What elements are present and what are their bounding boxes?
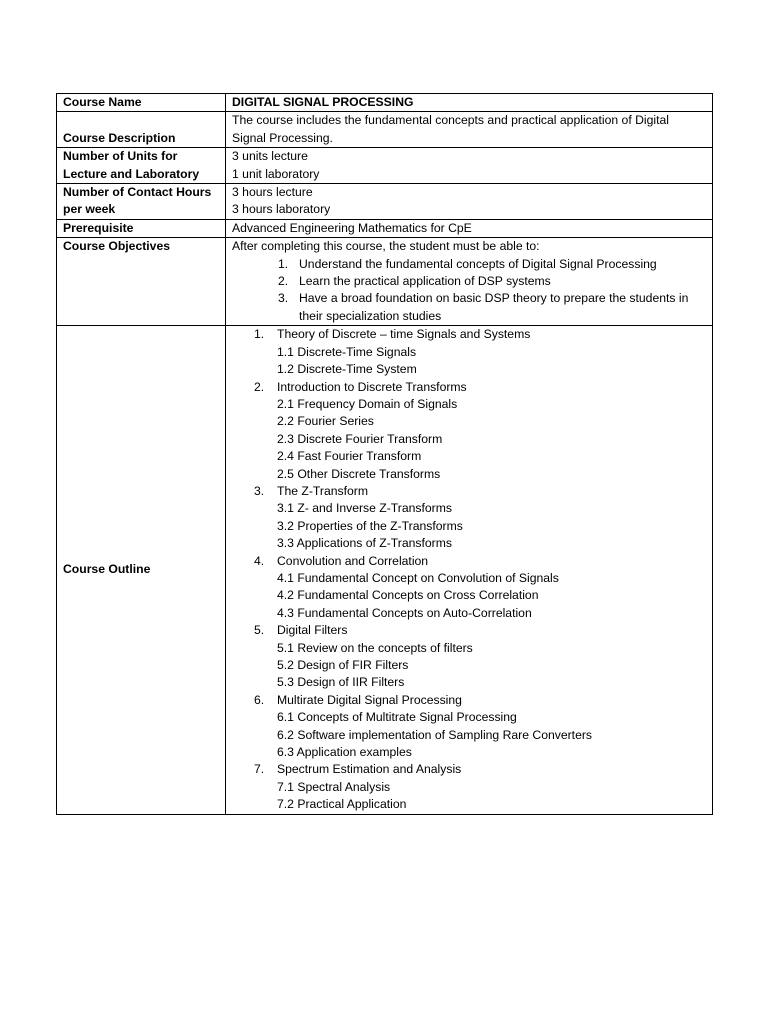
outline-subtopic: 6.1 Concepts of Multitrate Signal Processing (277, 710, 517, 725)
objective-text: Understand the fundamental concepts of Digital Signal Processing (299, 256, 657, 271)
outline-topic-title: Digital Filters (277, 623, 348, 638)
objective-text: Have a broad foundation on basic DSP theory to prepare the students in their specialization studies (299, 291, 689, 323)
hours-lecture: 3 hours lecture (232, 185, 313, 200)
outline-subtopic-list (277, 396, 706, 483)
row-prerequisite (57, 219, 713, 237)
outline-label: Course Outline (57, 326, 226, 814)
row-units (57, 148, 713, 184)
objectives-list (232, 256, 706, 326)
outline-subtopic: 7.1 Spectral Analysis (277, 779, 391, 794)
outline-subtopic: 2.1 Frequency Domain of Signals (277, 396, 458, 411)
outline-subtopic: 5.3 Design of IIR Filters (277, 675, 405, 690)
objective-number: 2. (278, 274, 289, 289)
objective-item (232, 273, 706, 290)
course-name-value: DIGITAL SIGNAL PROCESSING (226, 94, 713, 112)
outline-topic-title: Introduction to Discrete Transforms (277, 379, 467, 394)
course-description-value: The course includes the fundamental concepts and practical application of Digital Signal Processing. (226, 112, 713, 148)
outline-topic-title: Convolution and Correlation (277, 553, 429, 568)
outline-subtopic: 3.1 Z- and Inverse Z-Transforms (277, 501, 452, 516)
outline-topic (232, 483, 706, 553)
outline-topic-number: 2. (254, 379, 265, 394)
objective-number: 1. (278, 256, 289, 271)
course-syllabus-table (56, 93, 713, 815)
hours-laboratory: 3 hours laboratory (232, 202, 331, 217)
outline-topic-number: 1. (254, 327, 265, 342)
outline-subtopic: 2.3 Discrete Fourier Transform (277, 431, 443, 446)
contact-hours-label: Number of Contact Hours per week (57, 184, 226, 220)
outline-subtopic: 5.1 Review on the concepts of filters (277, 640, 473, 655)
outline-topic (232, 622, 706, 692)
objectives-intro: After completing this course, the student must be able to: (232, 239, 540, 254)
units-label: Number of Units for Lecture and Laboratory (57, 148, 226, 184)
outline-topic (232, 379, 706, 483)
outline-topic-title: Spectrum Estimation and Analysis (277, 762, 462, 777)
outline-subtopic-list (277, 570, 706, 622)
outline-subtopic: 2.5 Other Discrete Transforms (277, 466, 441, 481)
outline-subtopic-list (277, 500, 706, 552)
outline-topic (232, 553, 706, 623)
outline-topic (232, 326, 706, 378)
outline-subtopic: 5.2 Design of FIR Filters (277, 658, 409, 672)
outline-subtopic: 2.2 Fourier Series (277, 414, 374, 429)
outline-topic-title: The Z-Transform (277, 483, 368, 498)
row-outline (57, 326, 713, 814)
objective-text: Learn the practical application of DSP systems (299, 274, 551, 289)
outline-subtopic: 1.2 Discrete-Time System (277, 362, 417, 377)
outline-subtopic-list (277, 640, 706, 692)
outline-topic-title: Multirate Digital Signal Processing (277, 692, 462, 707)
outline-subtopic: 6.2 Software implementation of Sampling Rare Converters (277, 727, 592, 742)
outline-topic (232, 692, 706, 762)
row-course-description (57, 112, 713, 148)
row-objectives (57, 238, 713, 326)
outline-list (232, 326, 706, 813)
outline-subtopic: 2.4 Fast Fourier Transform (277, 449, 422, 464)
outline-subtopic: 3.2 Properties of the Z-Transforms (277, 518, 463, 533)
outline-subtopic: 7.2 Practical Application (277, 797, 407, 812)
row-contact-hours (57, 184, 713, 220)
outline-value (226, 326, 713, 814)
objective-item (232, 290, 706, 325)
objectives-label: Course Objectives (57, 238, 226, 326)
outline-subtopic: 4.1 Fundamental Concept on Convolution of Signals (277, 570, 559, 585)
row-course-name (57, 94, 713, 112)
objectives-value (226, 238, 713, 326)
outline-subtopic: 4.2 Fundamental Concepts on Cross Correlation (277, 588, 539, 603)
outline-topic-number: 5. (254, 623, 265, 638)
units-laboratory: 1 unit laboratory (232, 166, 320, 181)
outline-topic (232, 761, 706, 813)
outline-topic-number: 6. (254, 692, 265, 707)
prerequisite-value: Advanced Engineering Mathematics for CpE (226, 219, 713, 237)
prerequisite-label: Prerequisite (57, 219, 226, 237)
outline-subtopic: 1.1 Discrete-Time Signals (277, 344, 417, 359)
outline-topic-number: 3. (254, 483, 265, 498)
contact-hours-value (226, 184, 713, 220)
course-name-label: Course Name (57, 94, 226, 112)
units-value (226, 148, 713, 184)
outline-subtopic-list (277, 779, 706, 814)
outline-topic-number: 7. (254, 762, 265, 777)
units-lecture: 3 units lecture (232, 149, 308, 164)
objective-number: 3. (278, 291, 289, 306)
outline-subtopic-list (277, 709, 706, 761)
objective-item (232, 256, 706, 273)
course-description-label: Course Description (57, 112, 226, 148)
outline-topic-title: Theory of Discrete – time Signals and Systems (277, 327, 531, 342)
outline-topic-number: 4. (254, 553, 265, 568)
outline-subtopic-list (277, 344, 706, 379)
outline-subtopic: 4.3 Fundamental Concepts on Auto-Correlation (277, 605, 532, 620)
outline-subtopic: 3.3 Applications of Z-Transforms (277, 536, 452, 551)
outline-subtopic: 6.3 Application examples (277, 745, 412, 760)
